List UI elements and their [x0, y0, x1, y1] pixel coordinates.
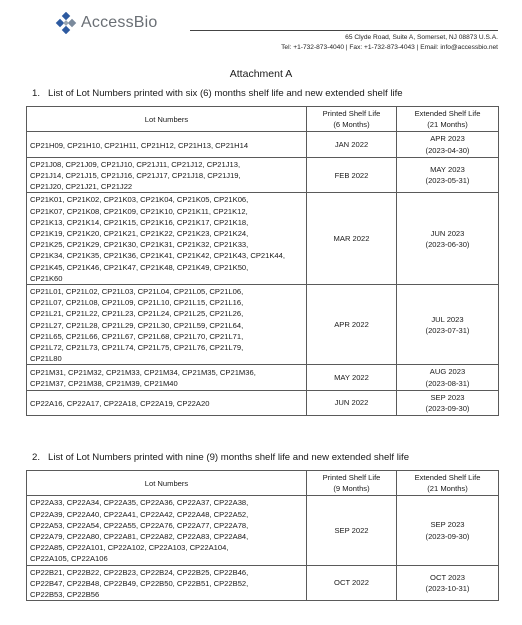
section-1-heading-text: List of Lot Numbers printed with six (6) months shelf life and new extended shelf life: [48, 88, 403, 99]
brand-name: AccessBio: [81, 14, 158, 31]
document-title: Attachment A: [229, 68, 293, 80]
printed-shelf-life-cell: OCT 2022: [307, 565, 397, 601]
extended-month: APR 2023: [430, 134, 465, 144]
extended-date: (2023-10-31): [425, 583, 470, 593]
table-row: [27, 285, 499, 365]
lot-numbers-line: CP21J08, CP21J09, CP21J10, CP21J11, CP21J12, CP21J13,: [30, 159, 241, 169]
lot-numbers-line: CP22A85, CP22A101, CP22A102, CP22A103, CP22A104,: [30, 543, 229, 553]
lot-numbers-cell: [27, 193, 307, 285]
lot-numbers-line: CP22A53, CP22A54, CP22A55, CP22A76, CP22A77, CP22A78,: [30, 520, 249, 530]
table-header-row: [27, 471, 499, 496]
table-row: [27, 157, 499, 193]
printed-shelf-life-cell: JUN 2022: [307, 390, 397, 415]
table-row: [27, 565, 499, 601]
lot-numbers-line: CP21J14, CP21J15, CP21J16, CP21J17, CP21J18, CP21J19,: [30, 171, 241, 181]
extended-date: (2023-05-31): [425, 176, 470, 186]
extended-shelf-life-cell: [397, 285, 499, 365]
table-row: [27, 390, 499, 415]
extended-shelf-life-cell: [397, 365, 499, 390]
lot-numbers-cell: [27, 132, 307, 157]
header-extended-shelf-life: Extended Shelf Life (21 Months): [397, 107, 499, 132]
lot-table-nine-month: [26, 470, 499, 601]
extended-shelf-life-cell: [397, 193, 499, 285]
header-divider: [190, 30, 498, 31]
lot-numbers-cell: [27, 565, 307, 601]
lot-numbers-line: CP21K13, CP21K14, CP21K15, CP21K16, CP21K17, CP21K18,: [30, 217, 249, 227]
lot-numbers-line: CP21L80: [30, 354, 62, 364]
extended-date: (2023-06-30): [425, 239, 470, 249]
extended-shelf-life-cell: [397, 132, 499, 157]
lot-numbers-line: CP22B47, CP22B48, CP22B49, CP22B50, CP22B51, CP22B52,: [30, 578, 249, 588]
table-row: [27, 365, 499, 390]
accessbio-logo-icon: [55, 12, 77, 34]
lot-numbers-line: CP21L65, CP21L66, CP21L67, CP21L68, CP21L70, CP21L71,: [30, 331, 244, 341]
company-address: 65 Clyde Road, Suite A, Somerset, NJ 08873 U.S.A.: [345, 34, 498, 41]
table-row: [27, 496, 499, 565]
extended-month: AUG 2023: [429, 367, 466, 377]
extended-month: JUL 2023: [431, 314, 464, 324]
lot-numbers-cell: [27, 496, 307, 565]
lot-numbers-line: CP21J20, CP21J21, CP21J22: [30, 182, 133, 192]
extended-date: (2023-09-30): [425, 404, 470, 414]
lot-numbers-line: CP21L07, CP21L08, CP21L09, CP21L10, CP21L15, CP21L16,: [30, 298, 244, 308]
lot-numbers-line: CP21L01, CP21L02, CP21L03, CP21L04, CP21L05, CP21L06,: [30, 287, 244, 297]
extended-shelf-life-cell: [397, 496, 499, 565]
lot-numbers-line: CP22A39, CP22A40, CP22A41, CP22A42, CP22A48, CP22A52,: [30, 509, 249, 519]
printed-shelf-life-cell: MAY 2022: [307, 365, 397, 390]
header-lot-numbers: Lot Numbers: [27, 471, 307, 496]
lot-numbers-cell: [27, 390, 307, 415]
section-2-heading: [32, 452, 409, 463]
lot-numbers-line: CP21K25, CP21K29, CP21K30, CP21K31, CP21K32, CP21K33,: [30, 240, 249, 250]
extended-month: JUN 2023: [430, 228, 465, 238]
table-row: [27, 193, 499, 285]
section-1-heading: [32, 88, 403, 99]
header-extended-shelf-life: Extended Shelf Life (21 Months): [397, 471, 499, 496]
printed-shelf-life-cell: MAR 2022: [307, 193, 397, 285]
lot-numbers-line: CP22A79, CP22A80, CP22A81, CP22A82, CP22A83, CP22A84,: [30, 532, 249, 542]
header-lot-numbers: Lot Numbers: [27, 107, 307, 132]
printed-shelf-life-cell: JAN 2022: [307, 132, 397, 157]
lot-numbers-line: CP22A105, CP22A106: [30, 554, 108, 564]
lot-numbers-line: CP22B21, CP22B22, CP22B23, CP22B24, CP22B25, CP22B46,: [30, 567, 249, 577]
extended-shelf-life-cell: [397, 565, 499, 601]
lot-numbers-line: CP22A16, CP22A17, CP22A18, CP22A19, CP22A20: [30, 398, 210, 408]
extended-month: SEP 2023: [430, 520, 465, 530]
lot-numbers-cell: [27, 365, 307, 390]
lot-table-six-month: [26, 106, 499, 416]
lot-numbers-line: CP21M37, CP21M38, CP21M39, CP21M40: [30, 379, 178, 389]
printed-shelf-life-cell: FEB 2022: [307, 157, 397, 193]
extended-date: (2023-04-30): [425, 145, 470, 155]
lot-numbers-line: CP21H09, CP21H10, CP21H11, CP21H12, CP21H13, CP21H14: [30, 140, 249, 150]
extended-shelf-life-cell: [397, 390, 499, 415]
printed-shelf-life-cell: APR 2022: [307, 285, 397, 365]
lot-numbers-line: CP21M31, CP21M32, CP21M33, CP21M34, CP21M35, CP21M36,: [30, 367, 256, 377]
extended-date: (2023-07-31): [425, 325, 470, 335]
section-2-heading-text: List of Lot Numbers printed with nine (9) months shelf life and new extended shelf life: [48, 452, 410, 463]
section-2-number: 2.: [32, 452, 41, 463]
printed-shelf-life-cell: SEP 2022: [307, 496, 397, 565]
section-1-number: 1.: [32, 88, 41, 99]
lot-numbers-line: CP21K60: [30, 273, 63, 283]
lot-numbers-cell: [27, 285, 307, 365]
lot-numbers-line: CP21K07, CP21K08, CP21K09, CP21K10, CP21K11, CP21K12,: [30, 206, 248, 216]
lot-numbers-line: CP21K45, CP21K46, CP21K47, CP21K48, CP21K49, CP21K50,: [30, 262, 249, 272]
extended-date: (2023-09-30): [425, 531, 470, 541]
extended-shelf-life-cell: [397, 157, 499, 193]
company-logo: [55, 12, 158, 34]
extended-date: (2023-08-31): [425, 378, 470, 388]
lot-numbers-line: CP21K01, CP21K02, CP21K03, CP21K04, CP21K05, CP21K06,: [30, 195, 249, 205]
extended-month: OCT 2023: [430, 572, 465, 582]
header-printed-shelf-life: Printed Shelf Life (9 Months): [307, 471, 397, 496]
header-printed-shelf-life: Printed Shelf Life (6 Months): [307, 107, 397, 132]
lot-numbers-line: CP21L27, CP21L28, CP21L29, CP21L30, CP21L59, CP21L64,: [30, 320, 244, 330]
letterhead-contact: [281, 33, 498, 53]
lot-numbers-line: CP22B53, CP22B56: [30, 590, 100, 600]
company-contacts: Tel: +1-732-873-4040 | Fax: +1-732-873-4043 | Email: info@accessbio.net: [281, 44, 498, 51]
lot-numbers-line: CP22A33, CP22A34, CP22A35, CP22A36, CP22A37, CP22A38,: [30, 498, 249, 508]
lot-numbers-cell: [27, 157, 307, 193]
lot-numbers-line: CP21L21, CP21L22, CP21L23, CP21L24, CP21L25, CP21L26,: [30, 309, 244, 319]
extended-month: SEP 2023: [430, 392, 465, 402]
extended-month: MAY 2023: [430, 164, 465, 174]
lot-numbers-line: CP21K19, CP21K20, CP21K21, CP21K22, CP21K23, CP21K24,: [30, 229, 249, 239]
lot-numbers-line: CP21L72, CP21L73, CP21L74, CP21L75, CP21L76, CP21L79,: [30, 343, 244, 353]
lot-numbers-line: CP21K34, CP21K35, CP21K36, CP21K41, CP21K42, CP21K43, CP21K44,: [30, 251, 285, 261]
table-header-row: [27, 107, 499, 132]
table-row: [27, 132, 499, 157]
